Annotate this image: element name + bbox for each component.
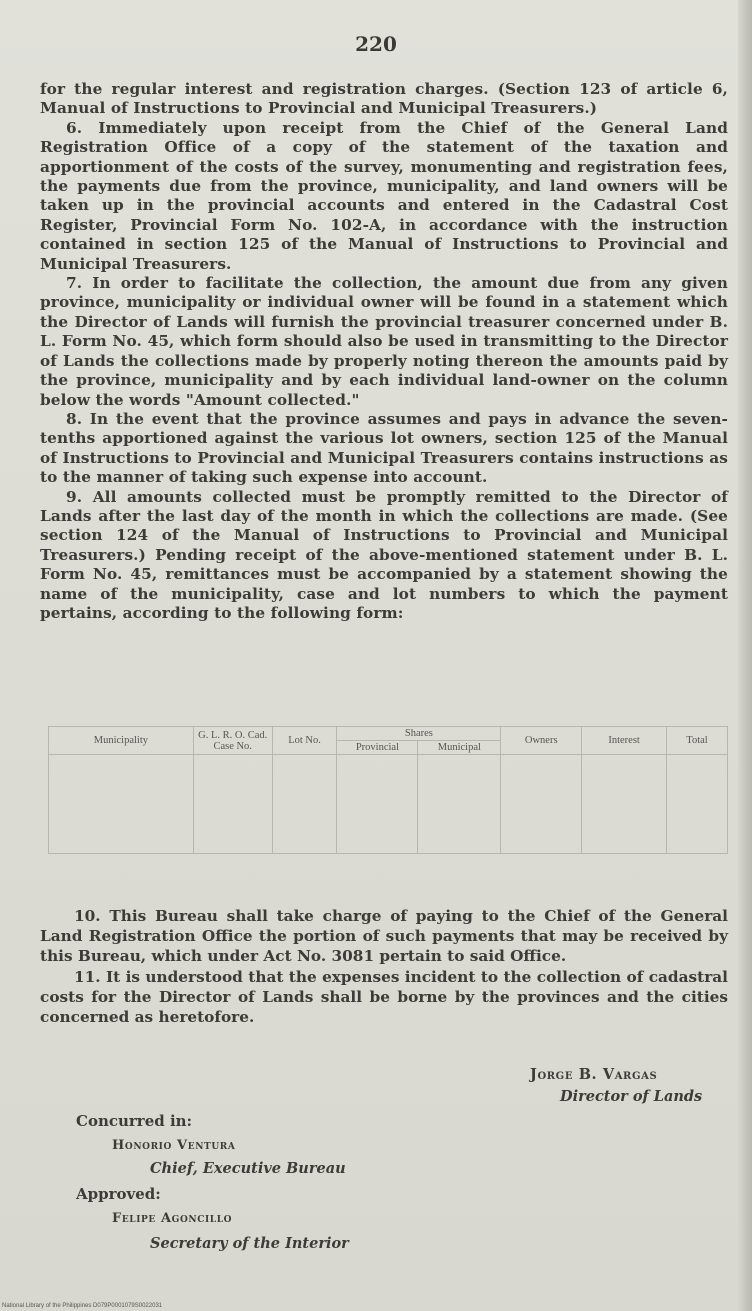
paragraph-continuation: for the regular interest and registration charges. (Section 123 of article 6, Manual of Instructions to Provincial and Municipal Treasurers.): [40, 80, 728, 118]
col-owners: Owners: [501, 727, 582, 755]
table-cell: [49, 755, 194, 854]
table-cell: [667, 755, 728, 854]
paragraph-11: 11. It is understood that the expenses incident to the collection of cadastral costs for the Director of Lands shall be borne by the provinces and the cities concerned as heretofore.: [40, 967, 728, 1027]
approved-name: Felipe Agoncillo: [112, 1211, 233, 1226]
table-cell: [582, 755, 667, 854]
col-municipality: Municipality: [49, 727, 194, 755]
paragraph-9: 9. All amounts collected must be promptly remitted to the Director of Lands after the last day of the month in which the collections are made. (See section 124 of the Manual of Instructions to Provincial and Municipal Treasurers.) Pending receipt of the above-mentioned statement under B. L. Form No. 45, remittances must be accompanied by a statement showing the name of the municipality, case and lot numbers to which the payment pertains, according to the following form:: [40, 487, 728, 622]
paragraph-8: 8. In the event that the province assumes and pays in advance the seven-tenths apportioned against the various lot owners, section 125 of the Manual of Instructions to Provincial and Municipal Treasurers contains instructions as to the manner of taking such expense into account.: [40, 409, 728, 487]
concurred-name: Honorio Ventura: [112, 1138, 236, 1153]
col-municipal: Municipal: [418, 741, 501, 755]
paragraph-6: 6. Immediately upon receipt from the Chief of the General Land Registration Office of a copy of the statement of the taxation and apportionment of the costs of the survey, monumenting and registration fees, the payments due from the province, municipality, and land owners will be taken up in the provincial accounts and entered in the Cadastral Cost Register, Provincial Form No. 102-A, in accordance with the instruction contained in section 125 of the Manual of Instructions to Provincial and Municipal Treasurers.: [40, 118, 728, 273]
remittance-form-table: [48, 726, 728, 854]
library-footer-note: National Library of the Philippines D079P0001079S0022031: [2, 1303, 163, 1309]
table-cell: [418, 755, 501, 854]
col-shares: Shares: [337, 727, 501, 741]
signatory-title: Director of Lands: [560, 1088, 703, 1105]
page-edge: [738, 0, 752, 1311]
table-header-row: [49, 727, 728, 741]
table-row: [49, 755, 728, 854]
table-cell: [272, 755, 337, 854]
page-number: 220: [355, 32, 397, 56]
approved-title: Secretary of the Interior: [150, 1235, 349, 1252]
paragraph-10: 10. This Bureau shall take charge of paying to the Chief of the General Land Registration Office the portion of such payments that may be received by this Bureau, which under Act No. 3081 pertain to said Office.: [40, 907, 728, 966]
body-text: [40, 80, 728, 623]
col-case-no: G. L. R. O. Cad. Case No.: [193, 727, 272, 755]
col-provincial: Provincial: [337, 741, 418, 755]
table-cell: [193, 755, 272, 854]
approved-label: Approved:: [76, 1185, 161, 1203]
concurred-label: Concurred in:: [76, 1112, 193, 1130]
col-total: Total: [667, 727, 728, 755]
paragraph-7: 7. In order to facilitate the collection, the amount due from any given province, municipality or individual owner will be found in a statement which the Director of Lands will furnish the provincial treasurer concerned under B. L. Form No. 45, which form should also be used in transmitting to the Director of Lands the collections made by properly noting thereon the amounts paid by the province, municipality and by each individual land-owner on the column below the words "Amount collected.": [40, 274, 728, 409]
col-lot-no: Lot No.: [272, 727, 337, 755]
signatory-name: Jorge B. Vargas: [530, 1066, 658, 1083]
table-cell: [501, 755, 582, 854]
concurred-title: Chief, Executive Bureau: [150, 1160, 346, 1177]
closing-text: [40, 906, 728, 1027]
col-interest: Interest: [582, 727, 667, 755]
table-cell: [337, 755, 418, 854]
